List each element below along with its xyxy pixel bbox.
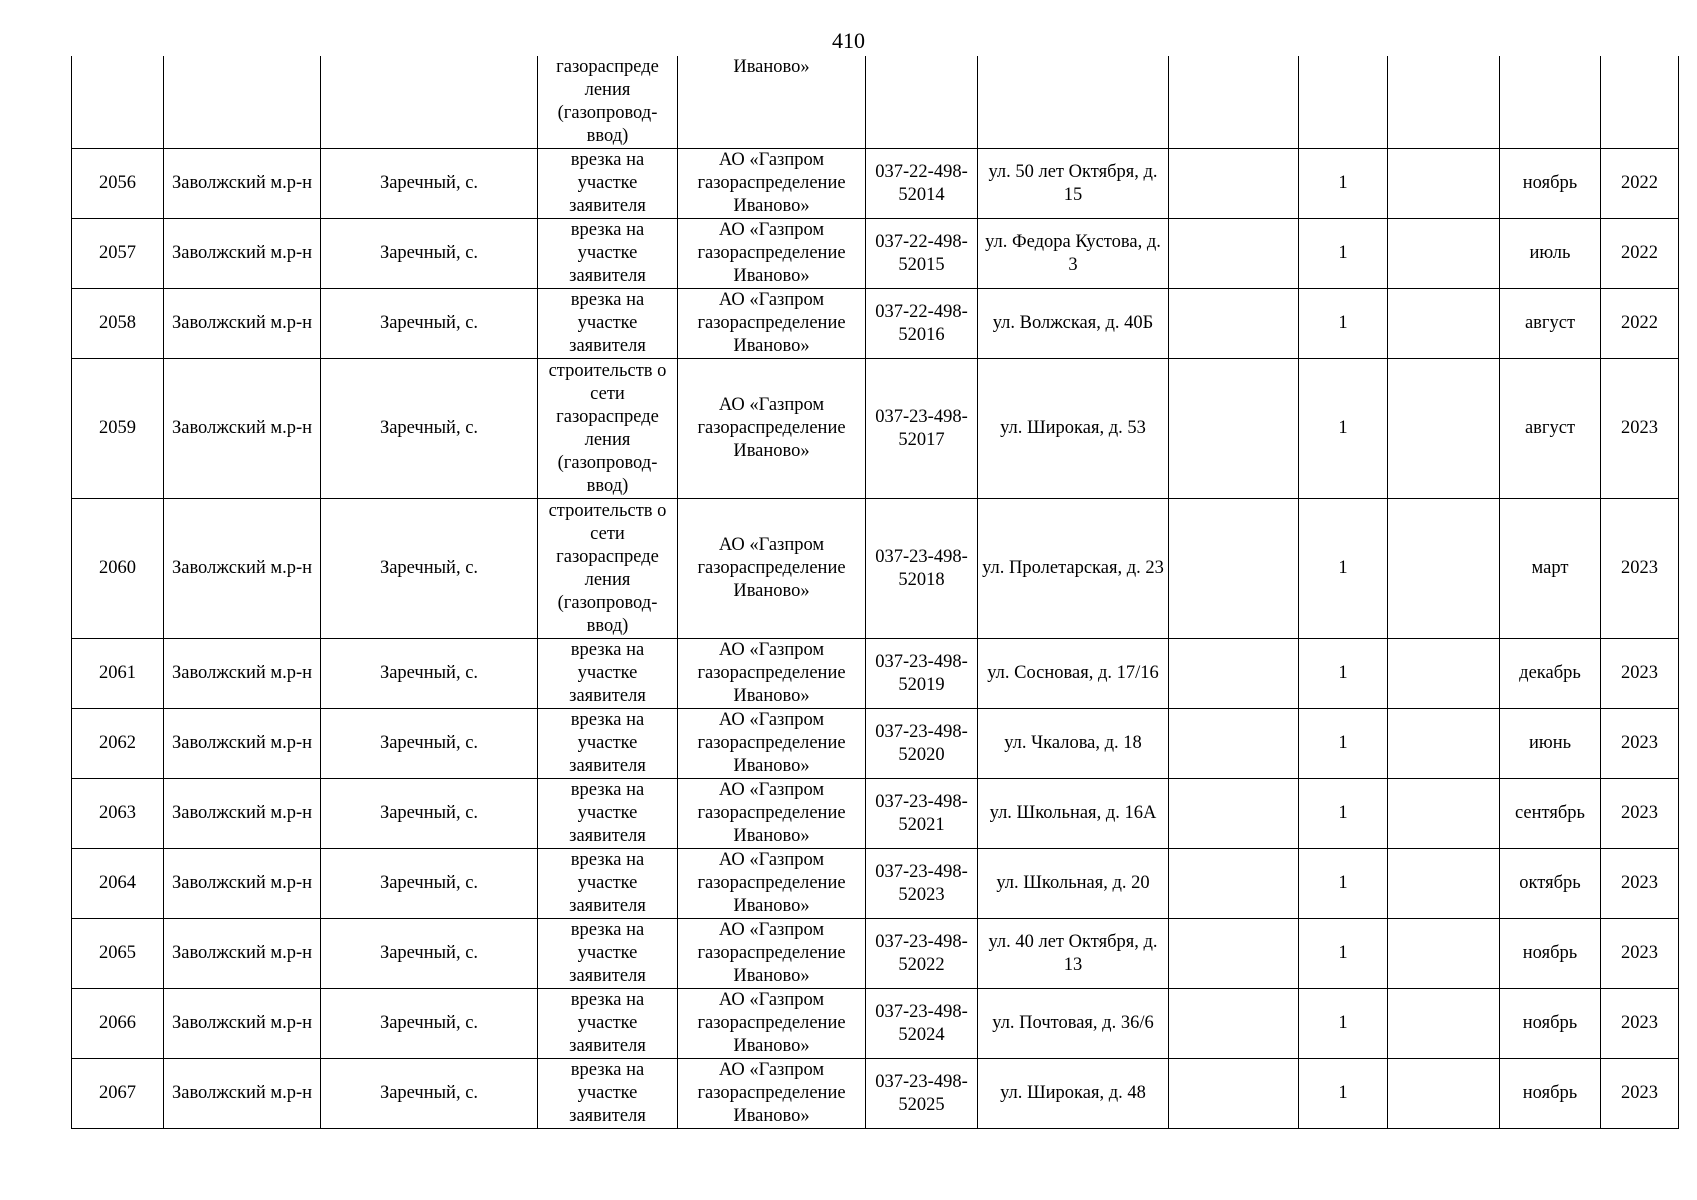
cell-year: 2023 <box>1601 779 1679 849</box>
cell-district: Заволжский м.р-н <box>164 709 321 779</box>
cell-year: 2023 <box>1601 359 1679 499</box>
cell-work-type: врезка на участке заявителя <box>538 849 678 919</box>
table-row <box>72 919 1679 989</box>
cell-empty-1 <box>1169 499 1299 639</box>
cell-empty-2 <box>1388 849 1500 919</box>
cell-district: Заволжский м.р-н <box>164 359 321 499</box>
cell-empty-2 <box>1388 709 1500 779</box>
cell-organization: АО «Газпром газораспределение Иваново» <box>678 149 866 219</box>
cell-work-type: врезка на участке заявителя <box>538 219 678 289</box>
cell-empty-2 <box>1388 989 1500 1059</box>
table-row <box>72 149 1679 219</box>
cell-count: 1 <box>1299 709 1388 779</box>
cell-empty-2 <box>1388 359 1500 499</box>
cell-code: 037-23-498-52017 <box>866 359 978 499</box>
cell-month: июль <box>1500 219 1601 289</box>
cell-code: 037-23-498-52022 <box>866 919 978 989</box>
cell-num: 2065 <box>72 919 164 989</box>
cell-empty-2 <box>1388 499 1500 639</box>
cell-code: 037-22-498-52014 <box>866 149 978 219</box>
cell-count: 1 <box>1299 989 1388 1059</box>
cell-empty-1 <box>1169 709 1299 779</box>
cell-address: ул. Федора Кустова, д. 3 <box>978 219 1169 289</box>
cell-work-type: строительств о сети газораспреде ления (газопровод-ввод) <box>538 359 678 499</box>
cell-work-type: врезка на участке заявителя <box>538 639 678 709</box>
cell-empty-1 <box>1169 639 1299 709</box>
cell-month: июнь <box>1500 709 1601 779</box>
page-number: 410 <box>832 28 865 53</box>
cell-district <box>164 56 321 149</box>
cell-count: 1 <box>1299 1059 1388 1129</box>
cell-count: 1 <box>1299 499 1388 639</box>
cell-locality: Заречный, с. <box>321 359 538 499</box>
cell-empty-1 <box>1169 989 1299 1059</box>
cell-year: 2023 <box>1601 709 1679 779</box>
cell-count: 1 <box>1299 219 1388 289</box>
cell-year: 2023 <box>1601 849 1679 919</box>
cell-organization: АО «Газпром газораспределение Иваново» <box>678 849 866 919</box>
cell-work-type: врезка на участке заявителя <box>538 149 678 219</box>
cell-empty-1 <box>1169 919 1299 989</box>
cell-month: ноябрь <box>1500 1059 1601 1129</box>
cell-locality: Заречный, с. <box>321 1059 538 1129</box>
cell-locality <box>321 56 538 149</box>
cell-code: 037-23-498-52019 <box>866 639 978 709</box>
cell-year <box>1601 56 1679 149</box>
table-row <box>72 1059 1679 1129</box>
cell-address: ул. Широкая, д. 48 <box>978 1059 1169 1129</box>
cell-district: Заволжский м.р-н <box>164 989 321 1059</box>
cell-count: 1 <box>1299 359 1388 499</box>
cell-num: 2067 <box>72 1059 164 1129</box>
cell-month: ноябрь <box>1500 149 1601 219</box>
cell-district: Заволжский м.р-н <box>164 919 321 989</box>
cell-district: Заволжский м.р-н <box>164 779 321 849</box>
cell-locality: Заречный, с. <box>321 149 538 219</box>
cell-empty-1 <box>1169 849 1299 919</box>
cell-locality: Заречный, с. <box>321 219 538 289</box>
cell-month: август <box>1500 359 1601 499</box>
cell-count: 1 <box>1299 149 1388 219</box>
table-row <box>72 779 1679 849</box>
cell-year: 2022 <box>1601 219 1679 289</box>
cell-count: 1 <box>1299 779 1388 849</box>
cell-year: 2023 <box>1601 1059 1679 1129</box>
cell-count: 1 <box>1299 289 1388 359</box>
cell-empty-2 <box>1388 919 1500 989</box>
cell-month <box>1500 56 1601 149</box>
cell-district: Заволжский м.р-н <box>164 149 321 219</box>
cell-district: Заволжский м.р-н <box>164 1059 321 1129</box>
cell-district: Заволжский м.р-н <box>164 499 321 639</box>
cell-month: сентябрь <box>1500 779 1601 849</box>
cell-organization: АО «Газпром газораспределение Иваново» <box>678 219 866 289</box>
table-row <box>72 989 1679 1059</box>
cell-month: март <box>1500 499 1601 639</box>
table-body <box>72 56 1679 1129</box>
cell-address: ул. 40 лет Октября, д. 13 <box>978 919 1169 989</box>
cell-organization: АО «Газпром газораспределение Иваново» <box>678 709 866 779</box>
cell-empty-1 <box>1169 289 1299 359</box>
cell-num: 2056 <box>72 149 164 219</box>
cell-district: Заволжский м.р-н <box>164 219 321 289</box>
cell-count <box>1299 56 1388 149</box>
cell-organization: АО «Газпром газораспределение Иваново» <box>678 359 866 499</box>
cell-code: 037-23-498-52020 <box>866 709 978 779</box>
cell-month: ноябрь <box>1500 989 1601 1059</box>
cell-code: 037-23-498-52021 <box>866 779 978 849</box>
cell-work-type: врезка на участке заявителя <box>538 289 678 359</box>
cell-address: ул. Почтовая, д. 36/6 <box>978 989 1169 1059</box>
cell-empty-1 <box>1169 219 1299 289</box>
cell-district: Заволжский м.р-н <box>164 639 321 709</box>
cell-count: 1 <box>1299 919 1388 989</box>
cell-locality: Заречный, с. <box>321 709 538 779</box>
cell-code <box>866 56 978 149</box>
cell-code: 037-23-498-52025 <box>866 1059 978 1129</box>
cell-organization: АО «Газпром газораспределение Иваново» <box>678 1059 866 1129</box>
cell-locality: Заречный, с. <box>321 499 538 639</box>
cell-work-type: газораспреде ления (газопровод-ввод) <box>538 56 678 149</box>
cell-empty-2 <box>1388 56 1500 149</box>
cell-year: 2022 <box>1601 149 1679 219</box>
cell-year: 2022 <box>1601 289 1679 359</box>
cell-locality: Заречный, с. <box>321 779 538 849</box>
cell-num: 2063 <box>72 779 164 849</box>
cell-num: 2059 <box>72 359 164 499</box>
cell-count: 1 <box>1299 849 1388 919</box>
cell-year: 2023 <box>1601 499 1679 639</box>
cell-work-type: врезка на участке заявителя <box>538 919 678 989</box>
table-row <box>72 289 1679 359</box>
cell-empty-2 <box>1388 219 1500 289</box>
cell-address: ул. Школьная, д. 16А <box>978 779 1169 849</box>
cell-address: ул. Сосновая, д. 17/16 <box>978 639 1169 709</box>
cell-organization: АО «Газпром газораспределение Иваново» <box>678 499 866 639</box>
table-row <box>72 359 1679 499</box>
cell-num: 2062 <box>72 709 164 779</box>
cell-locality: Заречный, с. <box>321 989 538 1059</box>
cell-empty-1 <box>1169 359 1299 499</box>
cell-work-type: строительств о сети газораспреде ления (газопровод-ввод) <box>538 499 678 639</box>
cell-empty-1 <box>1169 149 1299 219</box>
cell-year: 2023 <box>1601 919 1679 989</box>
cell-empty-1 <box>1169 56 1299 149</box>
cell-code: 037-23-498-52018 <box>866 499 978 639</box>
cell-district: Заволжский м.р-н <box>164 289 321 359</box>
cell-month: октябрь <box>1500 849 1601 919</box>
cell-code: 037-23-498-52024 <box>866 989 978 1059</box>
cell-empty-2 <box>1388 289 1500 359</box>
cell-count: 1 <box>1299 639 1388 709</box>
cell-address: ул. Широкая, д. 53 <box>978 359 1169 499</box>
cell-empty-1 <box>1169 779 1299 849</box>
cell-address: ул. Чкалова, д. 18 <box>978 709 1169 779</box>
cell-code: 037-22-498-52015 <box>866 219 978 289</box>
registry-table <box>71 56 1679 1129</box>
cell-month: ноябрь <box>1500 919 1601 989</box>
cell-year: 2023 <box>1601 989 1679 1059</box>
cell-empty-1 <box>1169 1059 1299 1129</box>
table-row <box>72 849 1679 919</box>
cell-locality: Заречный, с. <box>321 289 538 359</box>
cell-month: август <box>1500 289 1601 359</box>
table-row <box>72 639 1679 709</box>
cell-code: 037-22-498-52016 <box>866 289 978 359</box>
cell-organization: АО «Газпром газораспределение Иваново» <box>678 639 866 709</box>
cell-num: 2057 <box>72 219 164 289</box>
cell-locality: Заречный, с. <box>321 639 538 709</box>
cell-empty-2 <box>1388 779 1500 849</box>
cell-organization: Иваново» <box>678 56 866 149</box>
cell-num: 2066 <box>72 989 164 1059</box>
table-row <box>72 499 1679 639</box>
cell-organization: АО «Газпром газораспределение Иваново» <box>678 779 866 849</box>
cell-address: ул. Волжская, д. 40Б <box>978 289 1169 359</box>
cell-num: 2061 <box>72 639 164 709</box>
cell-num: 2060 <box>72 499 164 639</box>
cell-work-type: врезка на участке заявителя <box>538 709 678 779</box>
table-row <box>72 709 1679 779</box>
table-row <box>72 219 1679 289</box>
cell-num: 2058 <box>72 289 164 359</box>
cell-month: декабрь <box>1500 639 1601 709</box>
cell-address <box>978 56 1169 149</box>
cell-locality: Заречный, с. <box>321 849 538 919</box>
cell-locality: Заречный, с. <box>321 919 538 989</box>
cell-code: 037-23-498-52023 <box>866 849 978 919</box>
cell-organization: АО «Газпром газораспределение Иваново» <box>678 289 866 359</box>
cell-year: 2023 <box>1601 639 1679 709</box>
cell-work-type: врезка на участке заявителя <box>538 989 678 1059</box>
cell-empty-2 <box>1388 639 1500 709</box>
cell-district: Заволжский м.р-н <box>164 849 321 919</box>
cell-num <box>72 56 164 149</box>
cell-num: 2064 <box>72 849 164 919</box>
cell-empty-2 <box>1388 149 1500 219</box>
cell-address: ул. Пролетарская, д. 23 <box>978 499 1169 639</box>
table-row-continuation <box>72 56 1679 149</box>
cell-organization: АО «Газпром газораспределение Иваново» <box>678 989 866 1059</box>
cell-address: ул. Школьная, д. 20 <box>978 849 1169 919</box>
cell-empty-2 <box>1388 1059 1500 1129</box>
cell-organization: АО «Газпром газораспределение Иваново» <box>678 919 866 989</box>
cell-address: ул. 50 лет Октября, д. 15 <box>978 149 1169 219</box>
cell-work-type: врезка на участке заявителя <box>538 1059 678 1129</box>
cell-work-type: врезка на участке заявителя <box>538 779 678 849</box>
